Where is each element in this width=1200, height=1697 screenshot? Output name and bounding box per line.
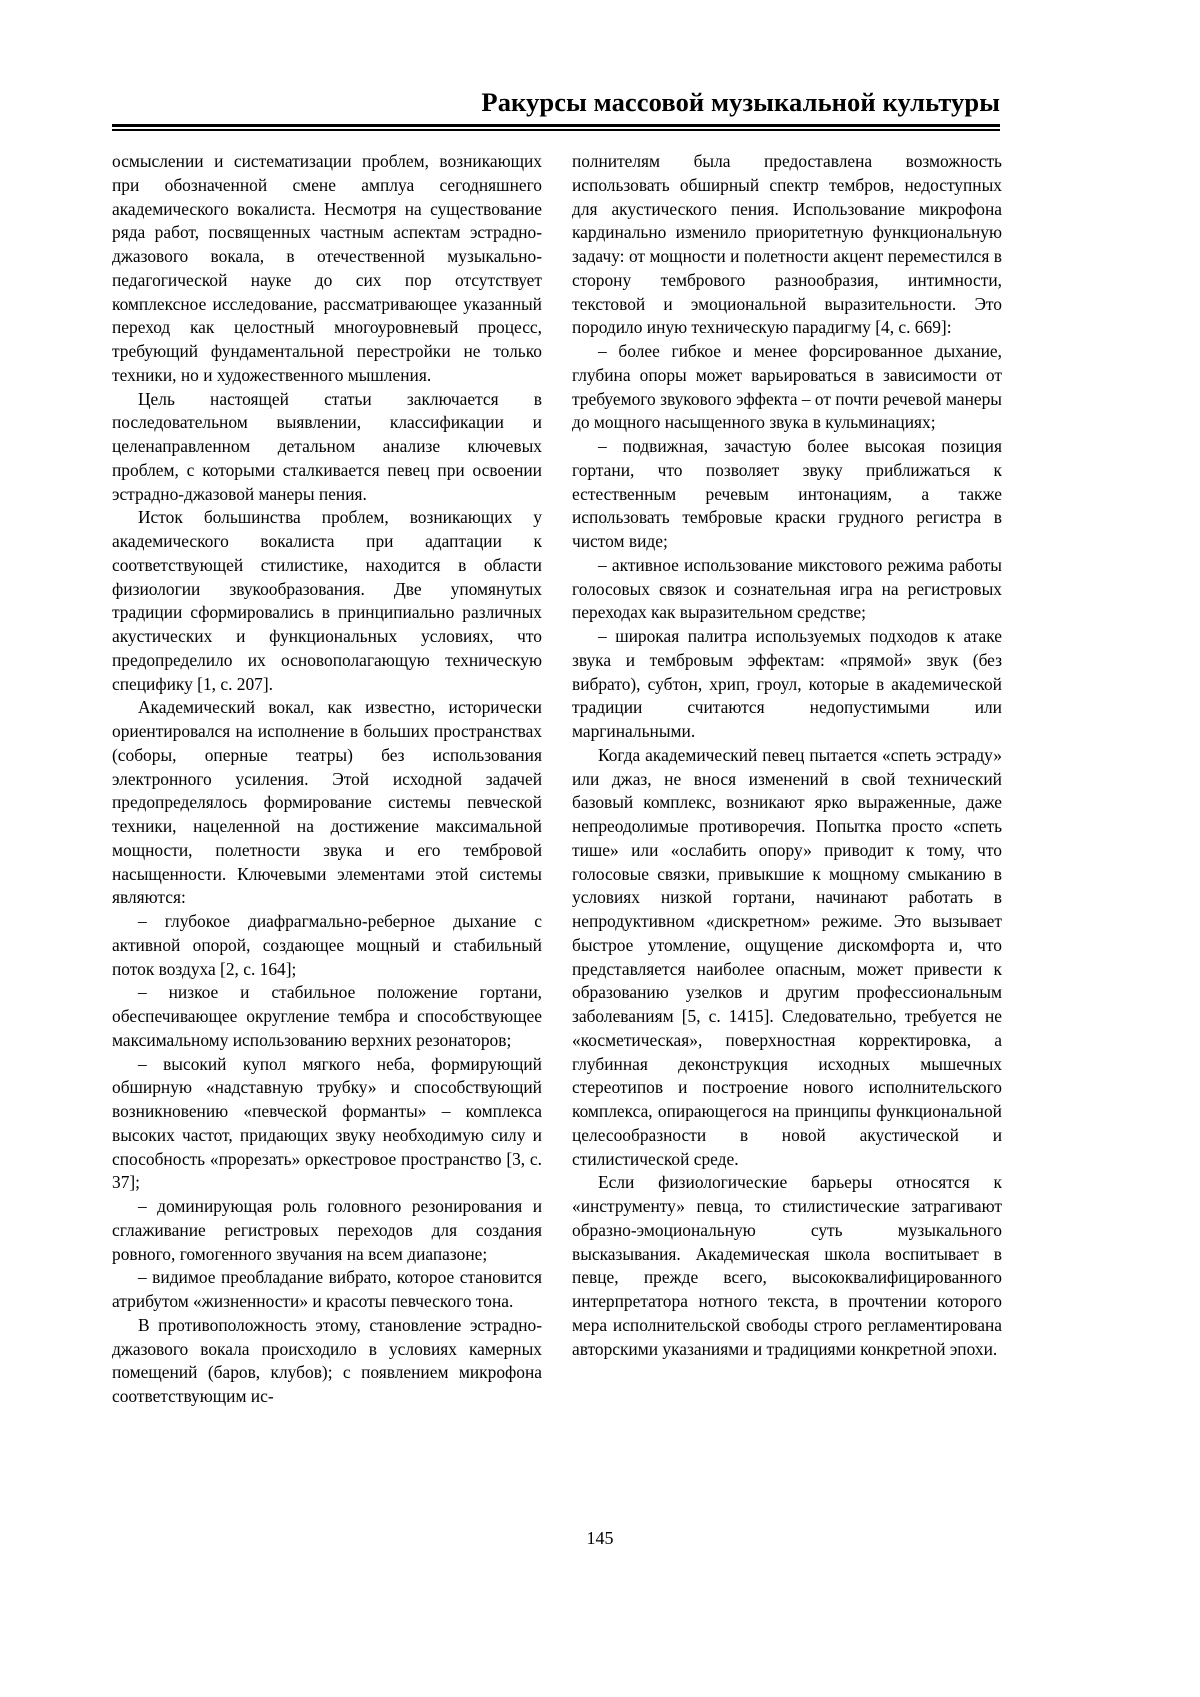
list-item: – подвижная, зачастую более высокая позиция гортани, что позволяет звуку приближаться к естественным речевым интонациям, а также использовать тембровые краски грудного регистра в чистом виде; <box>572 436 1002 551</box>
paragraph: полнителям была предоставлена возможность использовать обширный спектр тембров, недоступных для акустического пения. Использование микрофона кардинально изменило приоритетную функциональную задачу: от мощности и полетности акцент переместился в сторону тембрового разнообразия, интимности, текстовой и эмоциональной выразительности. Это породило иную техническую парадигму [4, с. 669]: <box>572 151 1002 338</box>
list-item: – высокий купол мягкого неба, формирующий обширную «надставную трубку» и способствующий возникновению «певческой форманты» – комплекса высоких частот, придающих звуку необходимую силу и способность «прорезать» оркестровое пространство [3, с. 37]; <box>112 1053 542 1193</box>
paragraph: Если физиологические барьеры относятся к «инструменту» певца, то стилистические затрагивают образно-эмоциональную суть музыкального высказывания. Академическая школа воспитывает в певце, прежде всего, высококвалифицированного интерпретатора нотного текста, в прочтении которого мера исполнительской свободы строго регламентирована авторскими указаниями и традициями конкретной эпохи. <box>572 1172 1002 1359</box>
paragraph: Исток большинства проблем, возникающих у академического вокалиста при адаптации к соответствующей стилистике, находится в области физиологии звукообразования. Две упомянутых традиции сформировались в принципиально различных акустических и функциональных условиях, что предопределило их основополагающую техническую специфику [1, с. 207]. <box>112 507 542 694</box>
list-item: – доминирующая роль головного резонирования и сглаживание регистровых переходов для создания ровного, гомогенного звучания на всем диапазоне; <box>112 1196 542 1264</box>
paragraph: Академический вокал, как известно, исторически ориентировался на исполнение в больших пространствах (соборы, оперные театры) без использования электронного усиления. Этой исходной задачей предопределялось формирование системы певческой техники, нацеленной на достижение максимальной мощности, полетности звука и его тембровой насыщенности. Ключевыми элементами этой системы являются: <box>112 697 542 908</box>
left-text-column <box>112 150 542 1409</box>
paragraph: осмыслении и систематизации проблем, возникающих при обозначенной смене амплуа сегодняшнего академического вокалиста. Несмотря на существование ряда работ, посвященных частным аспектам эстрадно-джазового вокала, в отечественной музыкально-педагогической науке до сих пор отсутствует комплексное исследование, рассматривающее указанный переход как целостный многоуровневый процесс, требующий фундаментальной перестройки не только техники, но и художественного мышления. <box>112 151 542 385</box>
running-head-title: Ракурсы массовой музыкальной культуры <box>481 87 1000 117</box>
paragraph: В противоположность этому, становление эстрадно-джазового вокала происходило в условиях камерных помещений (баров, клубов); с появлением микрофона соответствующим ис- <box>112 1314 542 1406</box>
list-item: – глубокое диафрагмально-реберное дыхание с активной опорой, создающее мощный и стабильный поток воздуха [2, с. 164]; <box>112 911 542 979</box>
page-header <box>112 88 1000 131</box>
paragraph: Цель настоящей статьи заключается в последовательном выявлении, классификации и целенаправленном детальном анализе ключевых проблем, с которыми сталкивается певец при освоении эстрадно-джазовой манеры пения. <box>112 388 542 504</box>
list-item: – более гибкое и менее форсированное дыхание, глубина опоры может варьироваться в зависимости от требуемого звукового эффекта – от почти речевой манеры до мощного насыщенного звука в кульминациях; <box>572 341 1002 433</box>
right-text-column <box>572 150 1002 1409</box>
divider-thin-line <box>112 129 1000 131</box>
page-number: 145 <box>586 1528 614 1548</box>
header-divider <box>112 124 1000 131</box>
body-columns <box>112 150 1002 1409</box>
list-item: – широкая палитра используемых подходов к атаке звука и тембровым эффектам: «прямой» звук (без вибрато), субтон, хрип, гроул, которые в академической традиции считаются недопустимыми или маргинальными. <box>572 626 1002 741</box>
list-item: – активное использование микстового режима работы голосовых связок и сознательная игра на регистровых переходах как выразительном средстве; <box>572 554 1002 623</box>
list-item: – низкое и стабильное положение гортани, обеспечивающее округление тембра и способствующее максимальному использованию верхних резонаторов; <box>112 982 542 1050</box>
list-item: – видимое преобладание вибрато, которое становится атрибутом «жизненности» и красоты певческого тона. <box>112 1267 542 1311</box>
paragraph: Когда академический певец пытается «спеть эстраду» или джаз, не внося изменений в свой технический базовый комплекс, возникают ярко выраженные, даже непреодолимые противоречия. Попытка просто «спеть тише» или «ослабить опору» приводит к тому, что голосовые связки, привыкшие к мощному смыканию в условиях низкой гортани, начинают работать в непродуктивном «дискретном» режиме. Это вызывает быстрое утомление, ощущение дискомфорта и, что представляется наиболее опасным, может привести к образованию узелков и другим профессиональным заболеваниям [5, с. 1415]. Следовательно, требуется не «косметическая», поверхностная корректировка, а глубинная деконструкция исходных мышечных стереотипов и построение нового исполнительского комплекса, опирающегося на принципы функциональной целесообразности в новой акустической и стилистической среде. <box>572 744 1002 1169</box>
